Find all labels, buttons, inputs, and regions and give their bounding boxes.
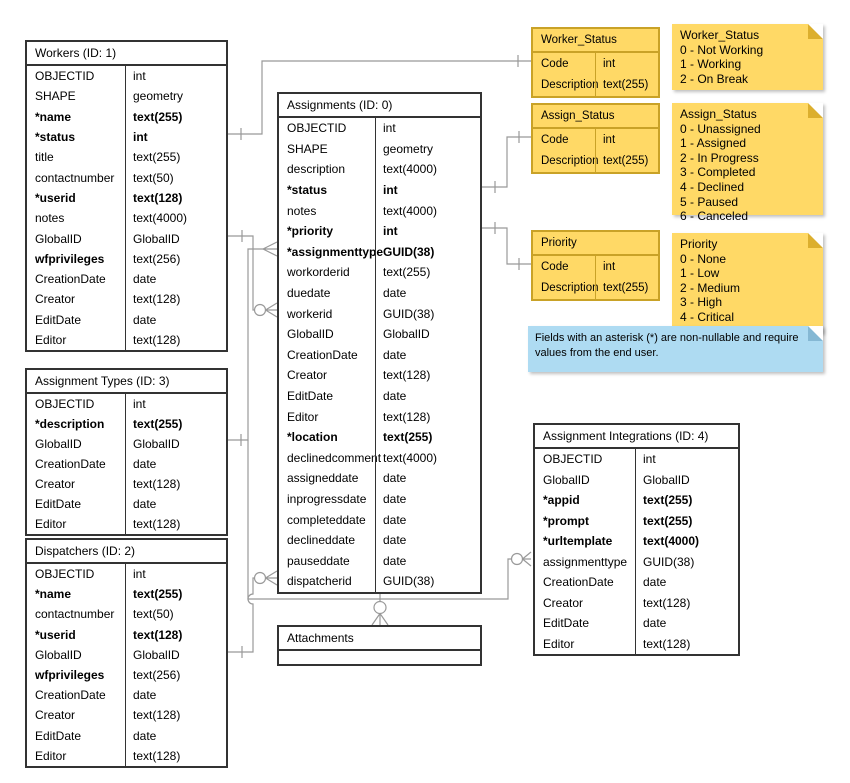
field-name: SHAPE [287,141,328,156]
field-type: int [595,53,658,75]
note-line: 0 - Not Working [680,42,764,57]
field-name: Code [541,133,569,146]
field-name: *description [35,417,105,431]
field-type: int [125,127,226,147]
field-name: CreationDate [543,575,614,590]
field-type: text(128) [125,474,226,494]
table-fields [533,129,658,172]
field-name: GlobalID [35,231,82,246]
note-line: 0 - Unassigned [680,121,761,136]
field-type: date [375,283,480,304]
note-asterisk-callout[interactable] [528,326,823,372]
field-row [535,613,738,634]
field-type: date [125,269,226,289]
field-row [535,511,738,532]
field-type: text(128) [635,593,738,614]
field-row [279,365,480,386]
field-name: Creator [287,368,328,383]
field-row [279,262,480,283]
note-fold-icon [808,326,823,341]
field-name: OBJECTID [543,452,603,467]
field-type: text(128) [375,365,480,386]
field-type: GlobalID [635,470,738,491]
note-line: 4 - Critical [680,309,735,324]
table-fields [533,53,658,96]
field-type: GlobalID [125,645,226,665]
field-type: date [375,468,480,489]
field-type: date [635,572,738,593]
field-row [535,552,738,573]
field-name: Editor [35,748,67,763]
table-assign-status[interactable] [531,103,660,174]
field-name: OBJECTID [35,567,95,582]
field-row [533,53,658,75]
table-title[interactable]: Workers (ID: 1) [27,42,226,66]
field-name: wfprivileges [35,668,105,683]
field-row [27,208,226,228]
field-name: *status [287,183,328,198]
field-name: *userid [35,627,76,642]
field-type: date [635,613,738,634]
field-name: EditDate [287,389,334,404]
note-line: Assign_Status [680,107,757,121]
note-line: Fields with an asterisk (*) are non-nullable and require [535,332,799,344]
field-row [279,200,480,221]
table-workers[interactable] [25,40,228,352]
field-type: date [125,726,226,746]
field-name: dispatcherid [287,574,352,589]
note-priority[interactable] [672,233,823,333]
field-row [535,634,738,655]
field-row [533,278,658,300]
field-type: int [375,118,480,139]
table-priority[interactable] [531,230,660,301]
table-fields [279,118,480,592]
field-name: assigneddate [287,471,359,486]
field-row [27,625,226,645]
field-type: int [375,221,480,242]
field-type: text(4000) [375,159,480,180]
note-line: 2 - Medium [680,280,741,295]
field-row [535,490,738,511]
field-name: Description [541,155,599,168]
field-name: GlobalID [35,647,82,662]
field-name: Creator [35,292,76,307]
edge-assignments-status-to-assign-status[interactable] [482,131,531,193]
field-row [535,531,738,552]
field-name: Description [541,79,599,92]
table-fields [533,256,658,299]
field-type: text(255) [595,151,658,173]
field-name: Creator [35,477,76,491]
field-type: text(255) [125,107,226,127]
field-row [279,530,480,551]
field-name: duedate [287,286,331,301]
table-title[interactable]: Attachments [279,627,480,651]
field-row [279,118,480,139]
field-type: date [375,489,480,510]
note-line: Worker_Status [680,28,760,42]
field-type: text(128) [125,514,226,534]
field-row [27,584,226,604]
field-type: text(255) [595,75,658,97]
field-row [533,129,658,151]
field-name: assignmenttype [543,554,628,569]
field-name: workorderid [287,265,350,280]
field-type: GlobalID [125,228,226,248]
field-row [27,604,226,624]
field-type: int [595,256,658,278]
edge-assignments-priority-to-priority[interactable] [482,222,531,270]
field-row [27,494,226,514]
field-name: OBJECTID [35,397,95,411]
field-row [279,489,480,510]
table-title[interactable]: Priority [533,232,658,256]
field-type: text(128) [375,406,480,427]
table-assignment-integrations[interactable] [533,423,740,656]
field-name: contactnumber [35,170,115,185]
note-fold-icon [808,233,823,248]
field-row [27,167,226,187]
table-dispatchers[interactable] [25,538,228,768]
field-type: text(255) [125,147,226,167]
field-row [535,572,738,593]
field-row [27,127,226,147]
field-row [27,454,226,474]
field-row [27,474,226,494]
field-name: *appid [543,493,580,508]
field-row [279,550,480,571]
note-line: 3 - Completed [680,165,756,180]
field-name: OBJECTID [287,121,347,136]
field-row [279,468,480,489]
field-name: completeddate [287,512,366,527]
note-assign-status[interactable] [672,103,823,224]
field-name: Editor [35,333,67,347]
field-name: CreationDate [35,457,106,471]
field-type: text(128) [125,289,226,309]
field-name: Code [541,57,569,70]
note-line: 1 - Assigned [680,136,747,151]
field-type: date [125,310,226,330]
note-line: 6 - Canceled [680,209,749,224]
field-row [27,685,226,705]
field-row [27,705,226,725]
field-type: text(256) [125,249,226,269]
note-fold-icon [808,24,823,39]
field-name: GlobalID [287,327,334,342]
note-line: 1 - Low [680,266,720,281]
field-type: GlobalID [125,434,226,454]
field-type: text(255) [375,427,480,448]
field-type: geometry [125,86,226,106]
field-type: text(255) [635,511,738,532]
field-name: description [287,162,346,177]
field-type: text(4000) [375,448,480,469]
table-title[interactable]: Worker_Status [533,29,658,53]
field-type: text(128) [125,746,226,766]
field-type: date [125,494,226,514]
field-row [27,726,226,746]
table-worker-status[interactable] [531,27,660,98]
field-row [27,249,226,269]
field-type: text(128) [125,625,226,645]
field-name: *location [287,430,338,445]
field-type: date [375,386,480,407]
field-type: date [125,454,226,474]
edge-dispatchers-to-assignments-dispatcherid[interactable] [228,571,277,658]
field-name: *userid [35,190,76,205]
field-row [535,449,738,470]
field-type: text(4000) [635,531,738,552]
note-line: values from the end user. [535,347,659,359]
field-row [27,269,226,289]
field-name: Creator [543,595,584,610]
field-row [535,470,738,491]
field-name: Description [541,282,599,295]
table-fields [27,564,226,766]
field-row [27,188,226,208]
field-row [279,386,480,407]
field-type: text(255) [595,278,658,300]
note-line: 1 - Working [680,57,742,72]
edge-workers-to-assignments-workerid[interactable] [228,230,277,317]
note-line: 2 - In Progress [680,150,759,165]
field-name: *priority [287,224,334,239]
field-name: declineddate [287,533,356,548]
field-name: CreationDate [35,272,106,287]
field-row [279,283,480,304]
field-type: text(50) [125,604,226,624]
field-type: text(255) [635,490,738,511]
field-row [27,434,226,454]
field-name: SHAPE [35,89,76,104]
field-type: int [635,449,738,470]
table-attachments[interactable] [277,625,482,666]
field-type: int [595,129,658,151]
field-type: GlobalID [375,324,480,345]
note-line: 3 - High [680,295,723,310]
table-fields [27,66,226,350]
field-row [27,289,226,309]
table-title[interactable]: Dispatchers (ID: 2) [27,540,226,564]
field-row [533,151,658,173]
field-name: GlobalID [543,472,590,487]
field-type: GUID(38) [375,242,480,263]
field-row [27,414,226,434]
note-line: 2 - On Break [680,71,749,86]
field-type: date [125,685,226,705]
field-row [279,159,480,180]
table-assignment-types[interactable] [25,368,228,536]
field-row [279,242,480,263]
field-row [279,448,480,469]
field-row [533,256,658,278]
field-row [279,180,480,201]
field-type: int [125,564,226,584]
field-row [533,75,658,97]
table-fields [535,449,738,654]
field-type: text(4000) [375,200,480,221]
field-name: CreationDate [287,347,358,362]
field-type: text(255) [125,584,226,604]
field-name: Code [541,260,569,273]
field-name: CreationDate [35,688,106,703]
field-row [279,427,480,448]
table-assignments[interactable] [277,92,482,594]
field-name: *status [35,130,76,145]
field-type: text(128) [125,330,226,350]
table-title[interactable]: Assignment Types (ID: 3) [27,370,226,394]
field-row [279,324,480,345]
field-name: *urltemplate [543,534,613,549]
field-type: text(128) [125,188,226,208]
field-row [27,564,226,584]
note-fold-icon [808,103,823,118]
field-row [535,593,738,614]
field-row [27,665,226,685]
field-row [27,746,226,766]
empty-row [279,651,480,664]
field-type: text(128) [635,634,738,655]
field-name: notes [287,203,317,218]
field-name: Editor [543,636,575,651]
field-row [279,139,480,160]
field-name: EditDate [543,616,590,631]
field-name: OBJECTID [35,69,95,84]
field-type: geometry [375,139,480,160]
field-type: GUID(38) [375,303,480,324]
field-type: GUID(38) [635,552,738,573]
field-name: EditDate [35,497,82,511]
field-name: title [35,150,54,165]
field-row [279,303,480,324]
field-name: *assignmenttype [287,244,384,259]
field-row [27,330,226,350]
field-row [27,394,226,414]
field-type: date [375,509,480,530]
field-row [27,66,226,86]
field-type: text(4000) [125,208,226,228]
table-fields [27,394,226,534]
note-line: 5 - Paused [680,194,739,209]
field-name: declinedcomment [287,450,382,465]
field-name: Creator [35,708,76,723]
field-row [279,345,480,366]
field-row [27,645,226,665]
table-title[interactable]: Assignment Integrations (ID: 4) [535,425,738,449]
field-row [27,86,226,106]
field-row [279,221,480,242]
field-row [279,509,480,530]
table-title[interactable]: Assign_Status [533,105,658,129]
field-name: EditDate [35,312,82,327]
field-type: text(255) [375,262,480,283]
table-title[interactable]: Assignments (ID: 0) [279,94,480,118]
note-line: 0 - None [680,251,727,266]
note-worker-status[interactable] [672,24,823,90]
field-type: int [375,180,480,201]
field-row [27,147,226,167]
field-type: int [125,394,226,414]
note-line: Priority [680,237,718,251]
field-name: Editor [287,409,319,424]
field-row [27,310,226,330]
field-type: int [125,66,226,86]
field-type: text(256) [125,665,226,685]
field-name: workerid [287,306,333,321]
field-row [27,107,226,127]
field-name: *name [35,587,72,602]
field-name: Editor [35,517,67,531]
field-name: *prompt [543,513,589,528]
field-row [279,406,480,427]
field-name: notes [35,211,65,226]
field-name: pauseddate [287,553,350,568]
field-type: text(255) [125,414,226,434]
field-row [27,514,226,534]
field-name: GlobalID [35,437,82,451]
field-type: text(50) [125,167,226,187]
field-type: date [375,345,480,366]
note-line: 4 - Declined [680,179,745,194]
field-type: text(128) [125,705,226,725]
field-type: date [375,550,480,571]
field-name: wfprivileges [35,251,105,266]
field-row [279,571,480,592]
field-type: GUID(38) [375,571,480,592]
field-name: EditDate [35,728,82,743]
field-type: date [375,530,480,551]
field-row [27,228,226,248]
field-name: inprogressdate [287,491,367,506]
field-name: *name [35,109,72,124]
field-name: contactnumber [35,607,115,622]
